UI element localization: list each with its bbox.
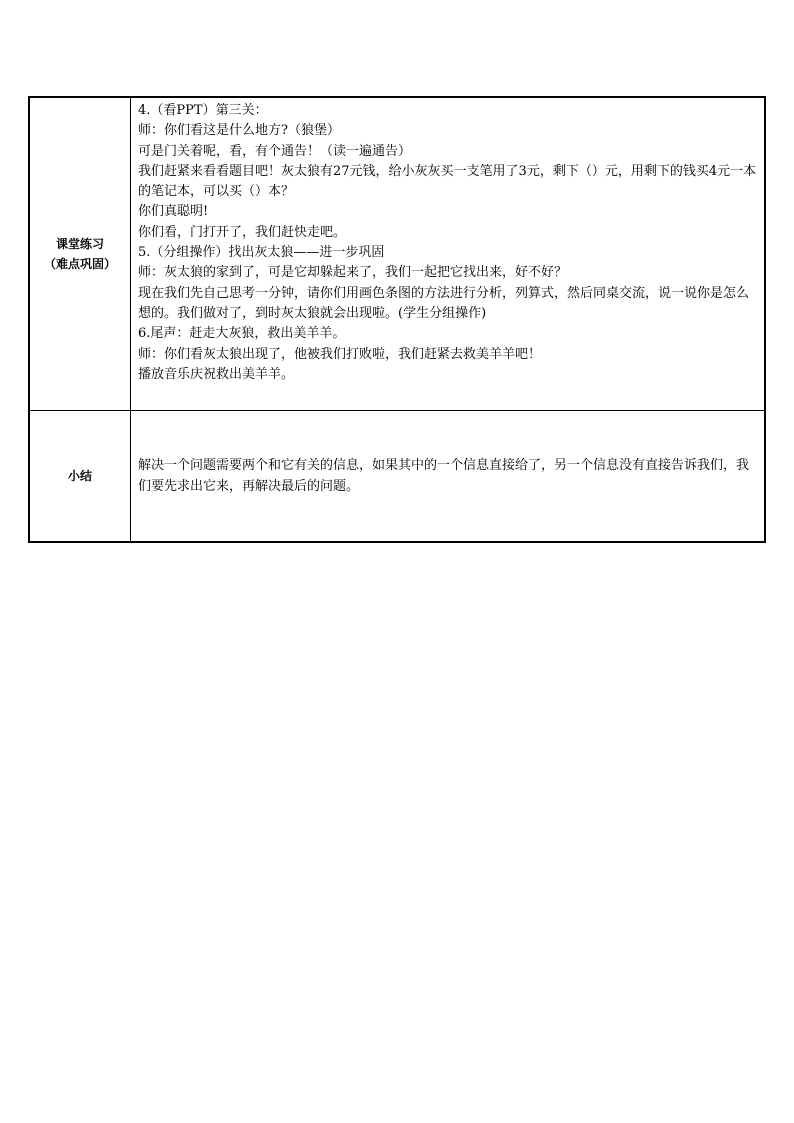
row-label-practice-line1: 课堂练习: [55, 237, 104, 251]
row-label-summary: 小结: [29, 411, 131, 543]
row-label-practice-line2: （难点巩固）: [43, 257, 116, 271]
practice-line: 4.（看PPT）第三关：: [138, 103, 268, 118]
lesson-plan-table: [28, 96, 766, 543]
practice-line: 你们看，门打开了，我们赶快走吧。: [138, 224, 347, 240]
practice-line: 5.（分组操作）找出灰太狼——进一步巩固: [138, 245, 385, 261]
row-label-practice: [29, 97, 131, 411]
practice-line: 你们真聪明!: [138, 204, 209, 220]
practice-content-cell: [131, 97, 766, 411]
practice-line: 师：灰太狼的家到了，可是它却躲起来了，我们一起把它找出来，好不好？: [138, 265, 568, 281]
summary-text: 解决一个问题需要两个和它有关的信息，如果其中的一个信息直接给了，另一个信息没有直接告诉我们，我们要先求出它来，再解决最后的问题。: [138, 458, 750, 494]
practice-line: 6.尾声：赶走大灰狼，救出美羊羊。: [138, 326, 346, 342]
practice-line: 师：你们看灰太狼出现了，他被我们打败啦，我们赶紧去救美羊羊吧！: [138, 346, 542, 362]
summary-content-cell: [131, 411, 766, 543]
table-row-practice: [29, 97, 765, 411]
practice-line: 播放音乐庆祝救出美羊羊。: [138, 366, 295, 382]
practice-line: 我们赶紧来看看题目吧！灰太狼有27元钱，给小灰灰买一支笔用了3元，剩下（）元，用剩下的钱买4元一本的笔记本，可以买（）本？: [138, 163, 757, 200]
table-row-summary: [29, 411, 765, 543]
practice-line: 可是门关着呢，看，有个通告！（读一遍通告）: [138, 143, 412, 159]
practice-line: 现在我们先自己思考一分钟，请你们用画色条图的方法进行分析，列算式，然后同桌交流，说一说你是怎么想的。我们做对了，到时灰太狼就会出现啦。(学生分组操作): [138, 285, 750, 321]
practice-line: 师：你们看这是什么地方?（狼堡）: [138, 123, 340, 139]
